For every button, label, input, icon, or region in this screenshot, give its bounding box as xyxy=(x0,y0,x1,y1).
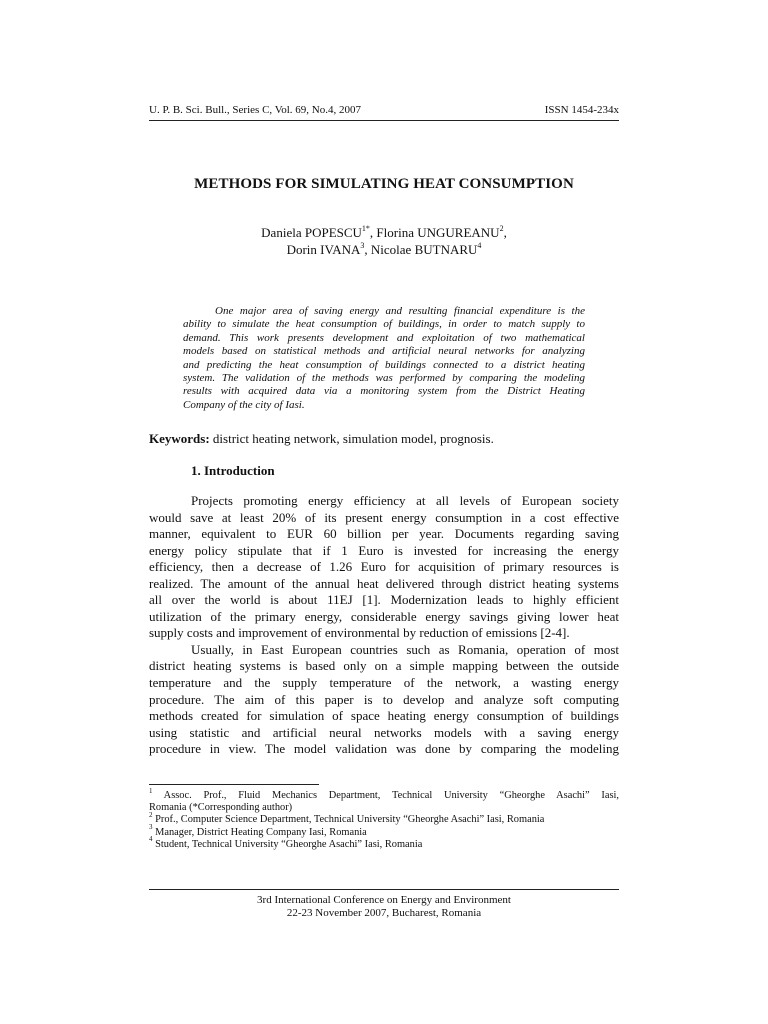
author-row-1 xyxy=(149,224,619,241)
body-line: temperature and the supply temperature of the network, a wasting energy xyxy=(149,675,619,691)
issn: ISSN 1454-234x xyxy=(544,104,619,116)
footnote-mark: 4 xyxy=(149,835,153,844)
body-line: utilization of the primary energy, considerable energy savings giving lower heat xyxy=(149,608,619,624)
abstract xyxy=(183,305,585,412)
body-line: Projects promoting energy efficiency at all levels of European society xyxy=(191,493,619,508)
abstract-line: system. The validation of the methods was performed by comparing the modeling xyxy=(183,372,585,385)
abstract-line: demand. This work presents development and exploitation of two mathematical xyxy=(183,331,585,344)
affiliation-mark: 3 xyxy=(360,240,365,250)
footnote-text: Student, Technical University “Gheorghe Asachi” Iasi, Romania xyxy=(152,838,423,850)
journal-citation: U. P. B. Sci. Bull., Series C, Vol. 69, No.4, 2007 xyxy=(149,104,361,116)
body-line: methods created for simulation of space heating energy consumption of buildings xyxy=(149,708,619,724)
body-line: would save at least 20% of its present energy consumption in a cost effective xyxy=(149,509,619,525)
author-name: , Florina UNGUREANU xyxy=(369,225,500,240)
body-line: procedure. The aim of this paper is to develop and analyze soft computing xyxy=(149,691,619,707)
header-rule xyxy=(149,120,619,121)
body-line: using statistic and artificial neural networks models with a saving energy xyxy=(149,724,619,740)
keywords xyxy=(149,431,619,447)
footnote-1 xyxy=(149,786,619,802)
footnote-1-cont: Romania (*Corresponding author) xyxy=(149,802,293,814)
running-footer xyxy=(149,894,619,920)
body-line: all over the world is about 11EJ [1]. Modernization leads to highly efficient xyxy=(149,592,619,608)
footnote-mark: 3 xyxy=(149,823,153,832)
body-line: energy policy stipulate that if 1 Euro is invested for increasing the energy xyxy=(149,542,619,558)
footnote-3 xyxy=(149,823,619,839)
paper-title: METHODS FOR SIMULATING HEAT CONSUMPTION xyxy=(194,176,574,192)
author-separator: , xyxy=(503,225,507,240)
body-line: Usually, in East European countries such as Romania, operation of most xyxy=(191,641,619,657)
abstract-line: Company of the city of Iasi. xyxy=(183,398,305,411)
abstract-line: models based on statistical methods and artificial neural networks for analyzing xyxy=(183,345,585,358)
body-line: procedure in view. The model validation was done by comparing the modeling xyxy=(149,741,619,757)
body-text xyxy=(149,493,619,758)
footnote-mark: 1 xyxy=(149,786,153,795)
body-line: district heating systems is based only on a simple mapping between the outside xyxy=(149,658,619,674)
author-name: Dorin IVANA xyxy=(286,242,361,257)
section-heading: 1. Introduction xyxy=(191,463,275,478)
author-name: , Nicolae BUTNARU xyxy=(364,242,478,257)
footnote-text: Manager, District Heating Company Iasi, Romania xyxy=(152,826,367,838)
footnote-text: Assoc. Prof., Fluid Mechanics Department, Technical University “Gheorghe Asachi” Iasi, xyxy=(152,790,619,801)
footnote-mark: 2 xyxy=(149,810,153,819)
abstract-line: and predicting the heat consumption of buildings connected to a district heating xyxy=(183,358,585,371)
author-list xyxy=(149,224,619,258)
conference-date-place: 22-23 November 2007, Bucharest, Romania xyxy=(286,907,482,919)
body-line: realized. The amount of the annual heat delivered through district heating systems xyxy=(149,575,619,591)
keywords-text: district heating network, simulation model, prognosis. xyxy=(209,431,494,446)
conference-name: 3rd International Conference on Energy and Environment xyxy=(257,894,511,906)
footnotes xyxy=(149,786,619,851)
footnote-rule xyxy=(149,784,319,785)
footnote-4 xyxy=(149,835,619,851)
abstract-line: One major area of saving energy and resulting financial expenditure is the xyxy=(215,305,585,317)
footnote-text: Prof., Computer Science Department, Technical University “Gheorghe Asachi” Iasi, Romania xyxy=(152,814,545,826)
affiliation-mark: 2 xyxy=(499,223,504,233)
author-row-2 xyxy=(149,241,619,258)
affiliation-mark: 4 xyxy=(477,240,482,250)
author-name: Daniela POPESCU xyxy=(261,225,362,240)
affiliation-mark: 1* xyxy=(361,223,370,233)
body-line: supply costs and improvement of environmental by reduction of emissions [2-4]. xyxy=(149,625,570,641)
abstract-line: results with acquired data via a monitoring system from the District Heating xyxy=(183,385,585,398)
abstract-line: ability to simulate the heat consumption of buildings, in order to match supply to xyxy=(183,318,585,331)
keywords-label: Keywords: xyxy=(149,431,210,446)
body-line: efficiency, then a decrease of 1.26 Euro for acquisition of primary resources is xyxy=(149,559,619,575)
footnote-2 xyxy=(149,810,619,826)
body-line: manner, equivalent to EUR 60 billion per year. Documents regarding saving xyxy=(149,526,619,542)
footer-rule xyxy=(149,889,619,890)
